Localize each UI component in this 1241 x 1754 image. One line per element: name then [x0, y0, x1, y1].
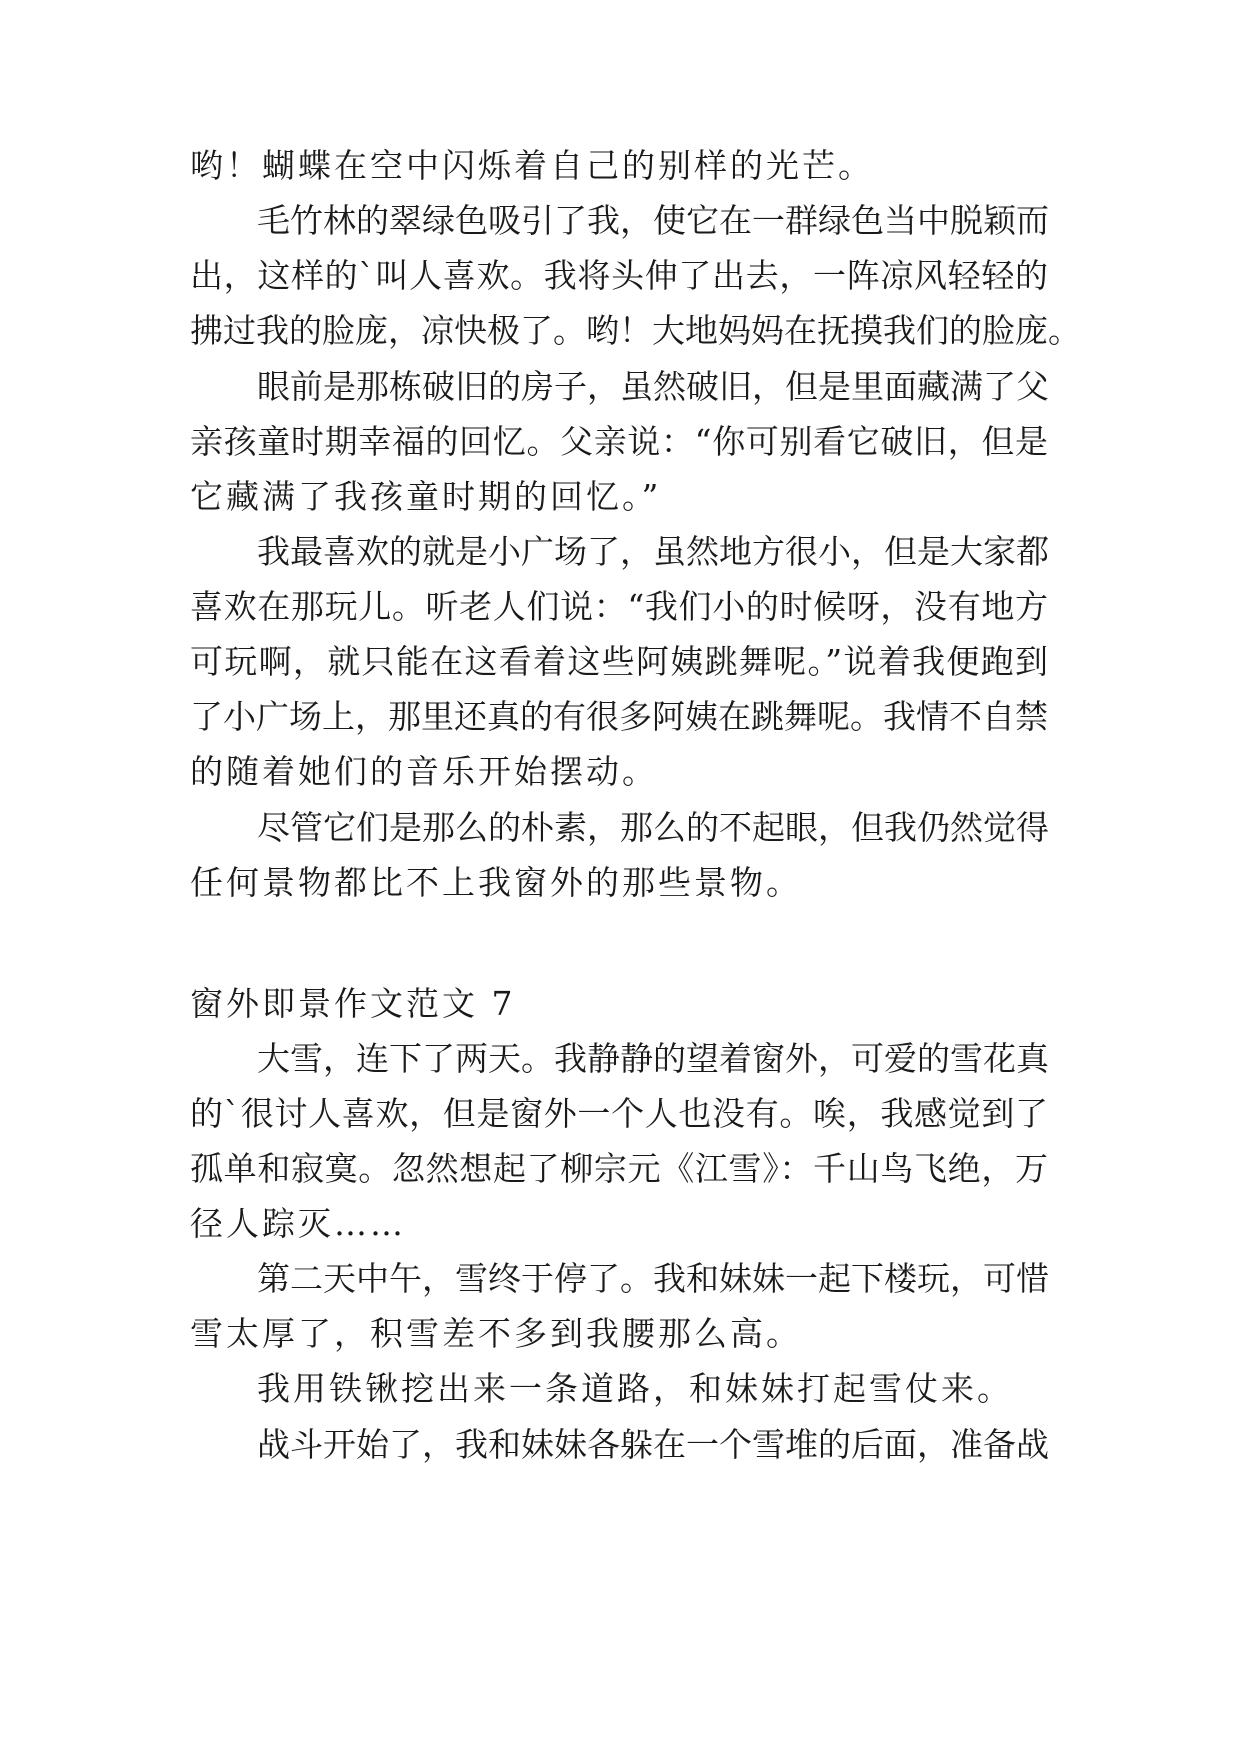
text-line: 了小广场上，那里还真的有很多阿姨在跳舞呢。我情不自禁: [190, 697, 1048, 736]
text-line: 径人踪灭……: [190, 1204, 406, 1243]
section-heading: 窗外即景作文范文 7: [190, 984, 516, 1023]
text-line: 出，这样的`叫人喜欢。我将头伸了出去，一阵凉风轻轻的: [190, 256, 1048, 295]
text-line: 哟！蝴蝶在空中闪烁着自己的别样的光芒。: [190, 146, 874, 185]
text-line: 可玩啊，就只能在这看着这些阿姨跳舞呢。”说着我便跑到: [190, 642, 1048, 681]
text-line: 雪太厚了，积雪差不多到我腰那么高。: [190, 1314, 802, 1353]
text-line: 喜欢在那玩儿。听老人们说：“我们小的时候呀，没有地方: [190, 587, 1048, 626]
paragraph-first-line: 眼前是那栋破旧的房子，虽然破旧，但是里面藏满了父: [257, 367, 1049, 406]
text-line: 任何景物都比不上我窗外的那些景物。: [190, 863, 802, 902]
text-line: 拂过我的脸庞，凉快极了。哟！大地妈妈在抚摸我们的脸庞。: [190, 311, 1081, 350]
paragraph-first-line: 战斗开始了，我和妹妹各躲在一个雪堆的后面，准备战: [257, 1425, 1049, 1464]
text-line: 它藏满了我孩童时期的回忆。”: [190, 477, 662, 516]
paragraph-first-line: 第二天中午，雪终于停了。我和妹妹一起下楼玩，可惜: [257, 1259, 1049, 1298]
paragraph-first-line: 大雪，连下了两天。我静静的望着窗外，可爱的雪花真: [257, 1039, 1049, 1078]
text-line: 孤单和寂寞。忽然想起了柳宗元《江雪》：千山鸟飞绝，万: [190, 1149, 1048, 1188]
paragraph-first-line: 毛竹林的翠绿色吸引了我，使它在一群绿色当中脱颖而: [257, 201, 1049, 240]
text-line: 的`很讨人喜欢，但是窗外一个人也没有。唉，我感觉到了: [190, 1094, 1048, 1133]
paragraph-first-line: 尽管它们是那么的朴素，那么的不起眼，但我仍然觉得: [257, 808, 1049, 847]
paragraph-first-line: 我用铁锹挖出来一条道路，和妹妹打起雪仗来。: [257, 1369, 1013, 1408]
paragraph-first-line: 我最喜欢的就是小广场了，虽然地方很小，但是大家都: [257, 532, 1049, 571]
text-line: 亲孩童时期幸福的回忆。父亲说：“你可别看它破旧，但是: [190, 422, 1048, 461]
text-line: 的随着她们的音乐开始摆动。: [190, 752, 658, 791]
